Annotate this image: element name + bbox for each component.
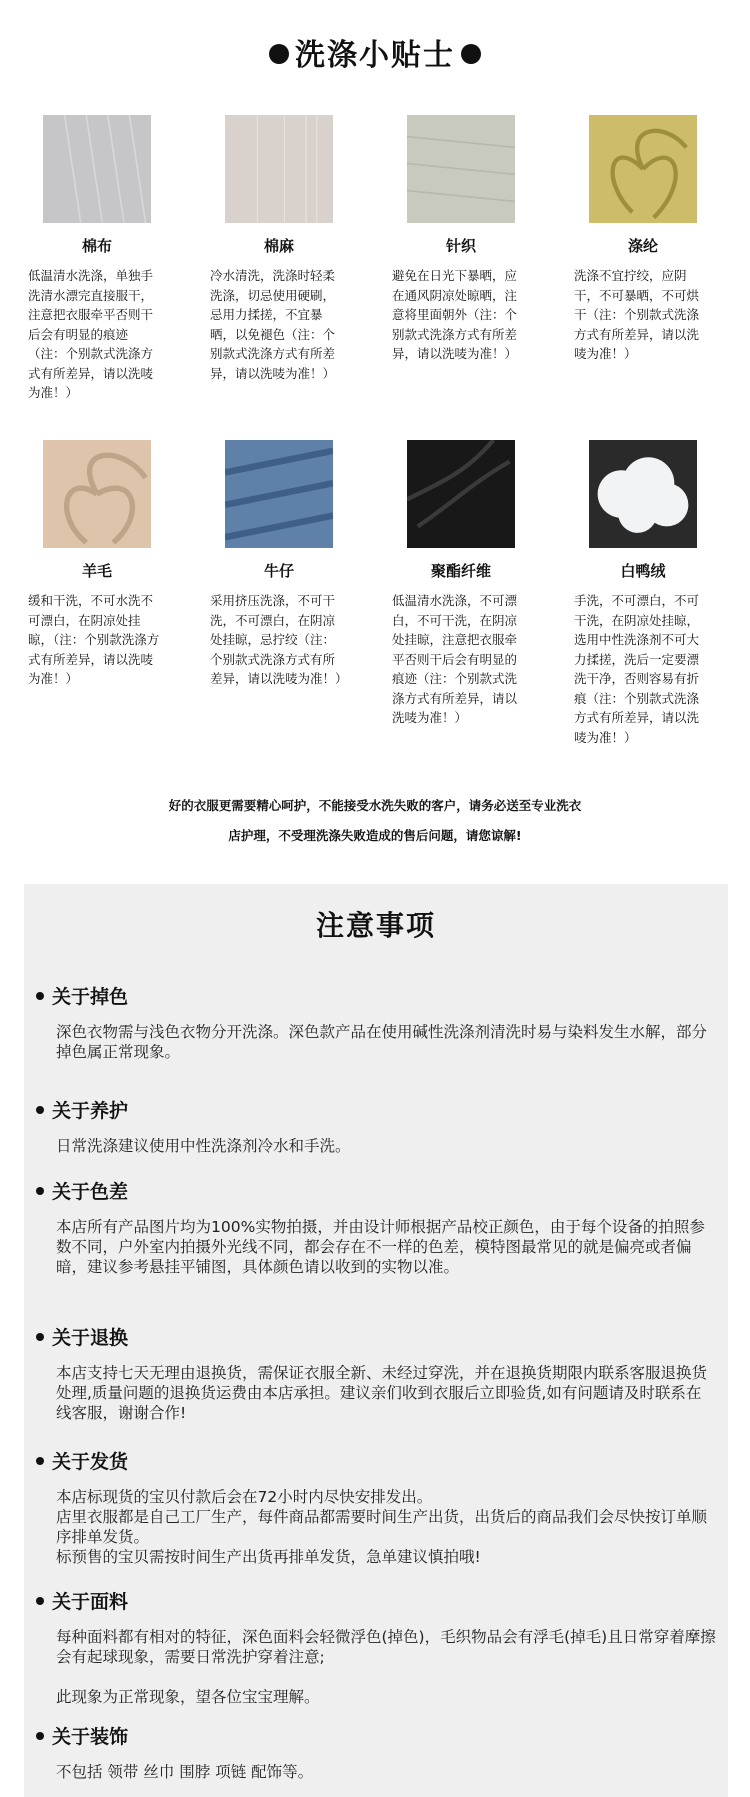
- knit-swatch-icon: [407, 115, 515, 223]
- section-body: [56, 1487, 716, 1567]
- bullet-icon: [36, 1732, 44, 1740]
- section-paragraph: 日常洗涤建议使用中性洗涤剂冷水和手洗。: [56, 1137, 351, 1155]
- fabric-card: [28, 440, 178, 689]
- section-fading: [24, 984, 728, 1062]
- section-care: [24, 1098, 728, 1156]
- fabric-description: 低温清水洗涤，单独手洗清水漂完直接服干，注意把衣服牵平否则干后会有明显的痕迹（注：个别款式洗涤方式有所差异，请以洗唛为准！）: [28, 268, 154, 400]
- fabric-card: [210, 440, 360, 689]
- fabric-card: [574, 440, 724, 747]
- bullet-icon: [36, 1187, 44, 1195]
- fabric-care-grid: [0, 0, 750, 780]
- section-paragraph: 本店所有产品图片均为100%实物拍摄，并由设计师根据产品校正颜色，由于每个设备的拍照参数不同，户外室内拍摄外光线不同，都会存在不一样的色差，模特图最常见的就是偏亮或者偏暗，建议参考悬挂平铺图，具体颜色请以收到的实物以准。: [56, 1218, 705, 1276]
- section-paragraph: 标预售的宝贝需按时间生产出货再排单发货，急单建议慎拍哦!: [56, 1548, 481, 1566]
- section-paragraph: 深色衣物需与浅色衣物分开洗涤。深色款产品在使用碱性洗涤剂清洗时易与染料发生水解，部分掉色属正常现象。: [56, 1023, 708, 1061]
- bullet-icon: [36, 1597, 44, 1605]
- notice-panel: [24, 884, 728, 1797]
- section-body: [56, 1022, 716, 1062]
- section-heading: [36, 1724, 740, 1750]
- bullet-icon: [36, 1333, 44, 1341]
- denim-swatch-icon: [225, 440, 333, 548]
- fabric-name: 涤纶: [627, 237, 658, 255]
- page-title-text: 洗涤小贴士: [295, 38, 455, 73]
- fabric-card: [210, 115, 360, 383]
- bullet-icon: [36, 1457, 44, 1465]
- poly-fiber-swatch-icon: [407, 440, 515, 548]
- section-title: 关于色差: [52, 1181, 129, 1203]
- section-title: 关于装饰: [52, 1726, 129, 1748]
- fabric-name: 羊毛: [81, 562, 112, 580]
- fabric-card: [392, 440, 542, 728]
- care-notice-line-1: 好的衣服更需要精心呵护，不能接受水洗失败的客户，请务必送至专业洗衣: [168, 798, 582, 813]
- fabric-name: 棉麻: [263, 237, 294, 255]
- section-returns: [24, 1325, 728, 1423]
- bullet-icon: [36, 992, 44, 1000]
- section-heading: [36, 1325, 740, 1351]
- section-accessories: [24, 1724, 728, 1782]
- fabric-card: [28, 115, 178, 403]
- section-paragraph: 本店标现货的宝贝付款后会在72小时内尽快安排发出。: [56, 1488, 433, 1506]
- section-title: 关于养护: [52, 1100, 129, 1122]
- section-paragraph: 此现象为正常现象，望各位宝宝理解。: [56, 1688, 320, 1706]
- section-paragraph: 每种面料都有相对的特征，深色面料会轻微浮色(掉色)，毛织物品会有浮毛(掉毛)且日常穿着摩擦会有起球现象，需要日常洗护穿着注意;: [56, 1628, 716, 1666]
- cotton-swatch-icon: [43, 115, 151, 223]
- section-paragraph: 不包括 领带 丝巾 围脖 项链 配饰等。: [56, 1763, 314, 1781]
- bullet-icon: [36, 1106, 44, 1114]
- fabric-description: 避免在日光下暴晒，应在通风阴凉处晾晒，注意将里面朝外（注：个别款式洗涤方式有所差异，请以洗唛为准！）: [392, 268, 518, 361]
- panel-title: 注意事项: [315, 909, 436, 942]
- section-heading: [36, 1179, 740, 1205]
- section-title: 关于退换: [52, 1327, 129, 1349]
- fabric-card: [574, 115, 724, 364]
- fabric-name: 白鸭绒: [620, 562, 666, 580]
- fabric-description: 冷水清洗，洗涤时轻柔洗涤，切忌使用硬刷，忌用力揉搓，不宜暴晒，以免褪色（注：个别款式洗涤方式有所差异，请以洗唛为准！）: [210, 268, 336, 381]
- section-paragraph: 本店支持七天无理由退换货，需保证衣服全新、未经过穿洗，并在退换货期限内联系客服退换货处理,质量问题的退换货运费由本店承担。建议亲们收到衣服后立即验货,如有问题请及时联系在线客服，谢谢合作!: [56, 1364, 708, 1422]
- polyester-swatch-icon: [589, 115, 697, 223]
- fabric-description: 低温清水洗涤，不可漂白，不可干洗，在阴凉处挂晾，注意把衣服牵平否则干后会有明显的痕迹（注：个别款式洗涤方式有所差异，请以洗唛为准！）: [392, 593, 518, 725]
- section-body: [56, 1136, 716, 1156]
- fabric-name: 牛仔: [263, 562, 294, 580]
- section-heading: [36, 1589, 740, 1615]
- section-body: [56, 1363, 716, 1423]
- section-heading: [36, 1098, 740, 1124]
- section-body: [56, 1627, 716, 1707]
- care-notice-line-2: 店护理，不受理洗涤失败造成的售后问题，请您谅解!: [228, 828, 522, 843]
- section-shipping: [24, 1449, 728, 1567]
- section-title: 关于面料: [52, 1591, 129, 1613]
- duck-down-swatch-icon: [589, 440, 697, 548]
- fabric-name: 针织: [445, 237, 476, 255]
- fabric-description: 采用挤压洗涤，不可干洗，不可漂白，在阴凉处挂晾，忌拧绞（注：个别款式洗涤方式有所差异，请以洗唛为准！）: [210, 593, 348, 686]
- section-heading: [36, 1449, 740, 1475]
- section-fabric: [24, 1589, 728, 1707]
- section-title: 关于发货: [52, 1451, 129, 1473]
- fabric-description: 手洗，不可漂白，不可干洗，在阴凉处挂晾，选用中性洗涤剂不可大力揉搓，洗后一定要漂洗干净，否则容易有折痕（注：个别款式洗涤方式有所差异，请以洗唛为准！）: [574, 593, 700, 745]
- wool-swatch-icon: [43, 440, 151, 548]
- section-color-diff: [24, 1179, 728, 1277]
- section-paragraph: 店里衣服都是自己工厂生产，每件商品都需要时间生产出货，出货后的商品我们会尽快按订单顺序排单发货。: [56, 1508, 708, 1546]
- section-heading: [36, 984, 740, 1010]
- fabric-name: 棉布: [81, 237, 112, 255]
- linen-swatch-icon: [225, 115, 333, 223]
- fabric-description: 洗涤不宜拧绞，应阴干，不可暴晒，不可烘干（注：个别款式洗涤方式有所差异，请以洗唛为准！）: [574, 268, 700, 361]
- fabric-card: [392, 115, 542, 364]
- fabric-name: 聚酯纤维: [430, 562, 491, 580]
- section-body: [56, 1217, 716, 1277]
- fabric-description: 缓和干洗，不可水洗不可漂白，在阴凉处挂晾，（注：个别款洗涤方式有所差异，请以洗唛为准！）: [28, 593, 160, 686]
- section-title: 关于掉色: [52, 986, 129, 1008]
- section-body: [56, 1762, 716, 1782]
